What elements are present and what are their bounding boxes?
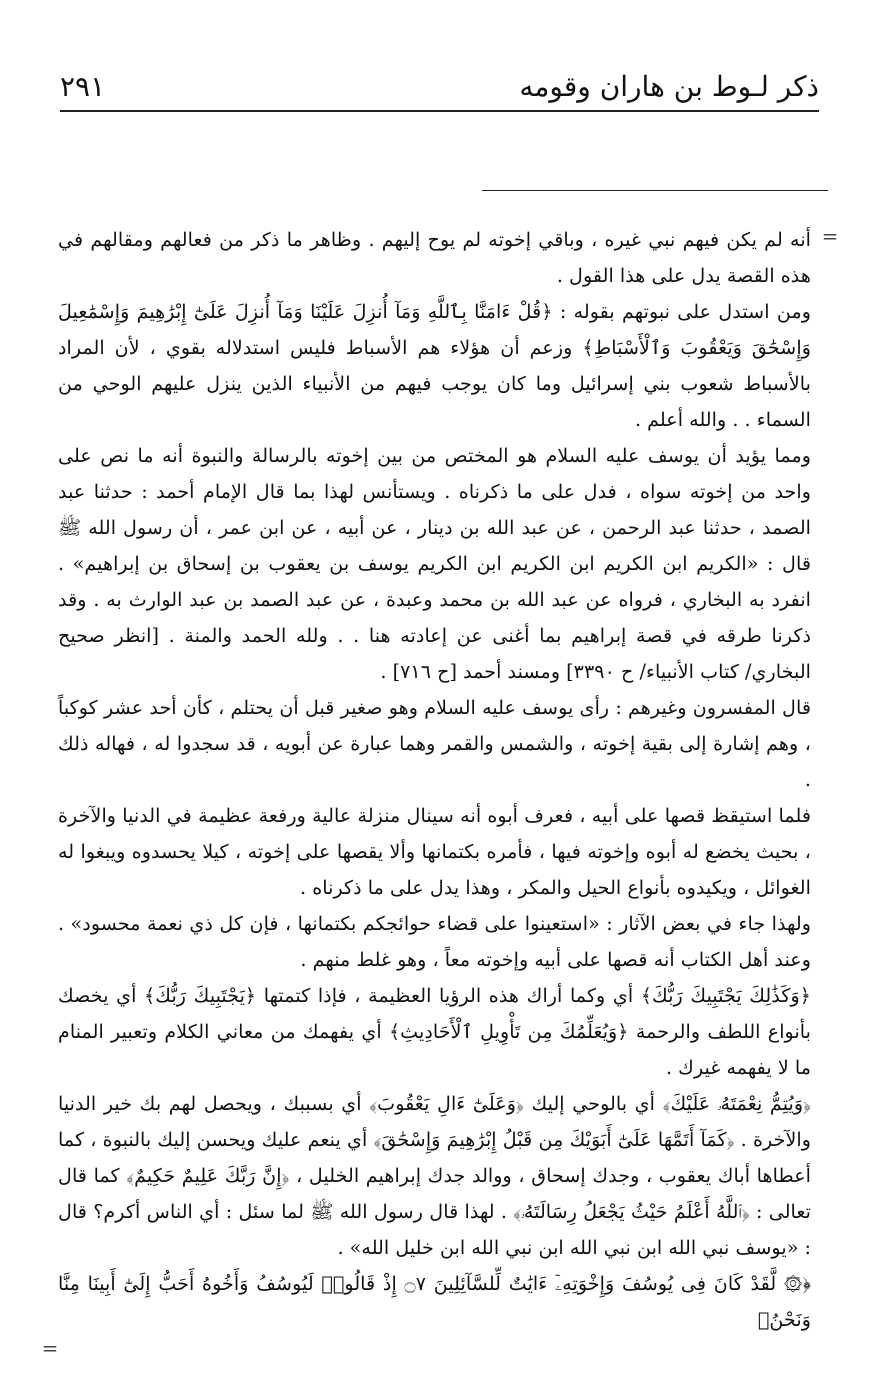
page-number: ٢٩١: [60, 70, 106, 103]
paragraph: ومن استدل على نبوتهم بقوله : ﴿قُلْ ءَامَنَّا بِٱللَّهِ وَمَآ أُنزِلَ عَلَيْنَا وَمَآ أُنزِلَ عَلَىٰٓ إِبْرَٰهِيمَ وَإِسْمَٰعِيلَ وَإِسْحَٰقَ وَيَعْقُوبَ وَٱلْأَسْبَاطِ﴾ وزعم أن هؤلاء هم الأسباط فليس استدلاله بقوي ، لأن المراد بالأسباط شعوب بني إسرائيل وما كان يوجب فيهم من الأنبياء الذين ينزل عليهم الوحي من السماء . . والله أعلم .: [58, 300, 811, 431]
paragraph: أنه لم يكن فيهم نبي غيره ، وباقي إخوته لم يوح إليهم . وظاهر ما ذكر من فعالهم ومقالهم في هذه القصة يدل على هذا القول .: [58, 228, 811, 287]
paragraph: ﴿۞ لَّقَدْ كَانَ فِى يُوسُفَ وَإِخْوَتِهِۦٓ ءَايَٰتٌ لِّلسَّآئِلِينَ ۝٧ إِذْ قَالُوا۟ لَيُوسُفُ وَأَخُوهُ أَحَبُّ إِلَىٰٓ أَبِينَا مِنَّا وَنَحْنُ﴾: [58, 1272, 811, 1331]
body-text: [58, 222, 811, 1338]
continuation-mark-bottom: =: [41, 1336, 59, 1360]
page-header: [60, 62, 819, 112]
paragraph: ولهذا جاء في بعض الآثار : «استعينوا على قضاء حوائجكم بكتمانها ، فإن كل ذي نعمة محسود» . وعند أهل الكتاب أنه قصها على أبيه وإخوته معاً ، وهو غلط منهم .: [58, 912, 811, 971]
footnote-separator: [482, 190, 828, 191]
paragraph: فلما استيقظ قصها على أبيه ، فعرف أبوه أنه سينال منزلة عالية ورفعة عظيمة في الدنيا والآخرة ، بحيث يخضع له أبوه وإخوته فيها ، فأمره بكتمانها وألا يقصها على إخوته ، كيلا يحسدوه ويبغوا له الغوائل ، ويكيدوه بأنواع الحيل والمكر ، وهذا يدل على ما ذكرناه .: [58, 804, 811, 899]
running-title: ذكر لـوط بن هاران وقومه: [519, 70, 819, 103]
paragraph: ﴿وَيُتِمُّ نِعْمَتَهُۥ عَلَيْكَ﴾ أي بالوحي إليك ﴿وَعَلَىٰٓ ءَالِ يَعْقُوبَ﴾ أي بسببك ، ويحصل لهم بك خير الدنيا والآخرة . ﴿كَمَآ أَتَمَّهَا عَلَىٰٓ أَبَوَيْكَ مِن قَبْلُ إِبْرَٰهِيمَ وَإِسْحَٰقَ﴾ أي ينعم عليك ويحسن إليك بالنبوة ، كما أعطاها أباك يعقوب ، وجدك إسحاق ، ووالد جدك إبراهيم الخليل ، ﴿إِنَّ رَبَّكَ عَلِيمٌ حَكِيمٌ﴾ كما قال تعالى : ﴿ٱللَّهُ أَعْلَمُ حَيْثُ يَجْعَلُ رِسَالَتَهُۥ﴾ . لهذا قال رسول الله ﷺ لما سئل : أي الناس أكرم؟ قال : «يوسف نبي الله ابن نبي الله ابن نبي الله ابن خليل الله» .: [58, 1092, 811, 1259]
paragraph: ﴿وَكَذَٰلِكَ يَجْتَبِيكَ رَبُّكَ﴾ أي وكما أراك هذه الرؤيا العظيمة ، فإذا كتمتها ﴿يَجْتَبِيكَ رَبُّكَ﴾ أي يخصك بأنواع اللطف والرحمة ﴿وَيُعَلِّمُكَ مِن تَأْوِيلِ ٱلْأَحَادِيثِ﴾ أي يفهمك من معاني الكلام وتعبير المنام ما لا يفهمه غيرك .: [58, 984, 811, 1079]
continuation-mark-top: =: [821, 224, 839, 248]
paragraph: قال المفسرون وغيرهم : رأى يوسف عليه السلام وهو صغير قبل أن يحتلم ، كأن أحد عشر كوكباً ، وهم إشارة إلى بقية إخوته ، والشمس والقمر وهما عبارة عن أبويه ، قد سجدوا له ، فهاله ذلك .: [58, 696, 811, 791]
paragraph: ومما يؤيد أن يوسف عليه السلام هو المختص من بين إخوته بالرسالة والنبوة أنه ما نص على واحد من إخوته سواه ، فدل على ما ذكرناه . ويستأنس لهذا بما قال الإمام أحمد : حدثنا عبد الصمد ، حدثنا عبد الرحمن ، عن عبد الله بن دينار ، عن أبيه ، عن ابن عمر ، أن رسول الله ﷺ قال : «الكريم ابن الكريم ابن الكريم ابن الكريم يوسف بن يعقوب بن إسحاق بن إبراهيم» . انفرد به البخاري ، فرواه عن عبد الله بن محمد وعبدة ، عن عبد الصمد بن عبد الوارث به . وقد ذكرنا طرقه في قصة إبراهيم بما أغنى عن إعادته هنا . . ولله الحمد والمنة . [انظر صحيح البخاري/ كتاب الأنبياء/ ح ٣٣٩٠] ومسند أحمد [ح ٧١٦] .: [58, 444, 811, 683]
